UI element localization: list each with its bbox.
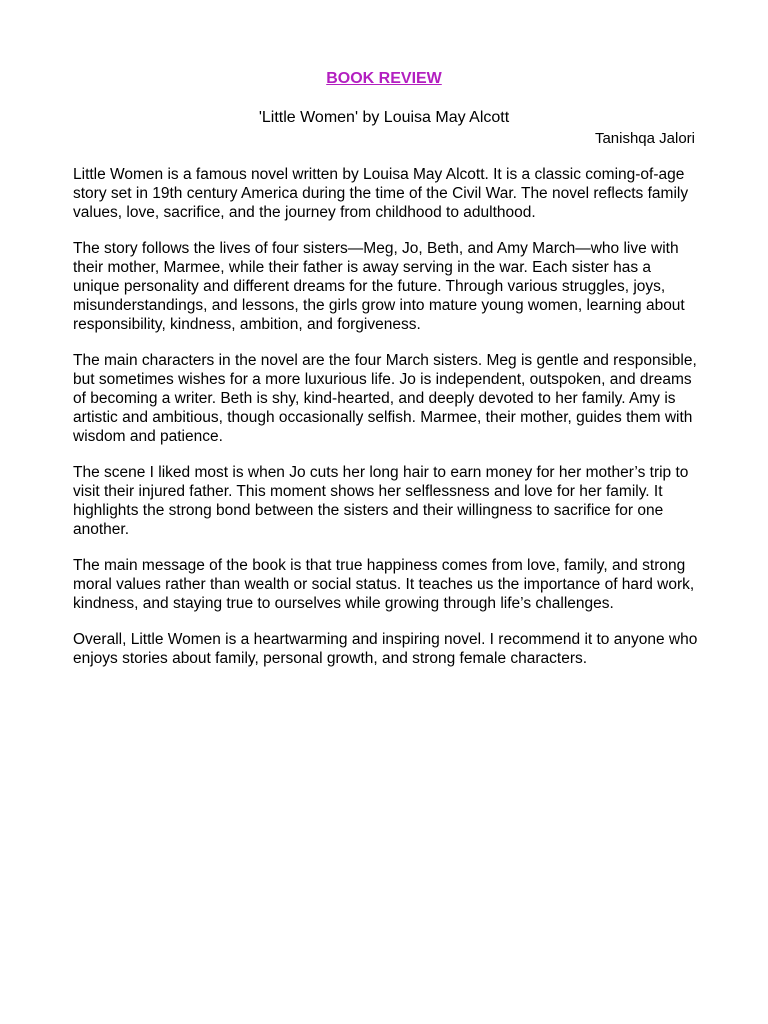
document-heading: BOOK REVIEW	[326, 70, 442, 87]
paragraph-3: The main characters in the novel are the four March sisters. Meg is gentle and responsible, but sometimes wishes for a more luxurious life. Jo is independent, outspoken, and dreams of becoming a writer. Beth is shy, kind-hearted, and deeply devoted to her family. Amy is artistic and ambitious, though occasionally selfish. Marmee, their mother, guides them with wisdom and patience.	[73, 352, 697, 445]
document-author: Tanishqa Jalori	[594, 130, 695, 147]
paragraph-2: The story follows the lives of four sisters—Meg, Jo, Beth, and Amy March—who live with their mother, Marmee, while their father is away serving in the war. Each sister has a unique personality and different dreams for the future. Through various struggles, joys, misunderstandings, and lessons, the girls grow into mature young women, learning about responsibility, kindness, ambition, and forgiveness.	[73, 240, 685, 333]
paragraph-5: The main message of the book is that true happiness comes from love, family, and strong moral values rather than wealth or social status. It teaches us the importance of hard work, kindness, and staying true to ourselves while growing through life’s challenges.	[73, 557, 695, 612]
paragraph-4: The scene I liked most is when Jo cuts her long hair to earn money for her mother’s trip to visit their injured father. This moment shows her selflessness and love for her family. It highlights the strong bond between the sisters and their willingness to sacrifice for one another.	[73, 464, 689, 538]
paragraph-1: Little Women is a famous novel written by Louisa May Alcott. It is a classic coming-of-age story set in 19th century America during the time of the Civil War. The novel reflects family values, love, sacrifice, and the journey from childhood to adulthood.	[73, 166, 689, 221]
document-title: 'Little Women' by Louisa May Alcott	[258, 109, 510, 126]
document-body	[73, 165, 698, 685]
paragraph-6: Overall, Little Women is a heartwarming and inspiring novel. I recommend it to anyone who enjoys stories about family, personal growth, and strong female characters.	[73, 631, 698, 667]
